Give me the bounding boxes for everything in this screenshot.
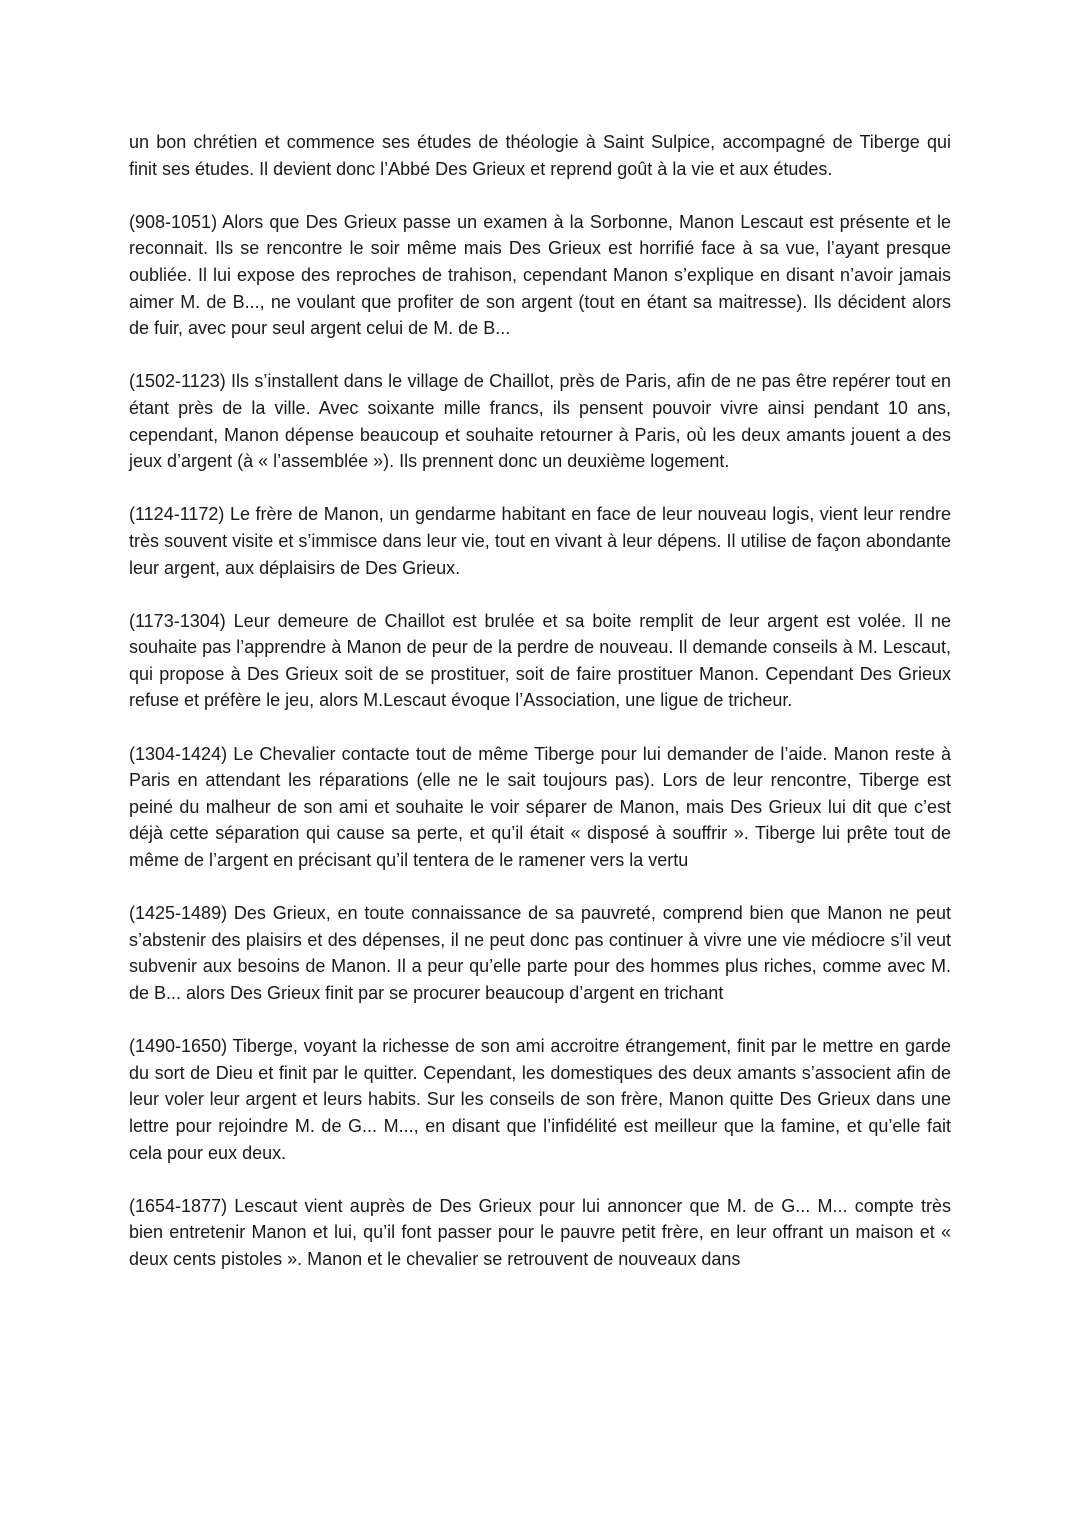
paragraph-6: (1304-1424) Le Chevalier contacte tout de même Tiberge pour lui demander de l’aide. Manon reste à Paris en attendant les réparations (elle ne le sait toujours pas). Lors de leur rencontre, Tiberge est peiné du malheur de son ami et souhaite le voir séparer de Manon, mais Des Grieux lui dit que c’est déjà cette séparation qui cause sa perte, et qu’il était « disposé à souffrir ». Tiberge lui prête tout de même de l’argent en précisant qu’il tentera de le ramener vers la vertu	[129, 743, 951, 871]
paragraph-5: (1173-1304) Leur demeure de Chaillot est brulée et sa boite remplit de leur argent est volée. Il ne souhaite pas l’apprendre à Manon de peur de la perdre de nouveau. Il demande conseils à M. Lescaut, qui propose à Des Grieux soit de se prostituer, soit de faire prostituer Manon. Cependant Des Grieux refuse et préfère le jeu, alors M.Lescaut évoque l’Association, une ligue de tricheur.	[129, 610, 951, 711]
paragraph-3: (1502-1123) Ils s’installent dans le village de Chaillot, près de Paris, afin de ne pas être repérer tout en étant près de la ville. Avec soixante mille francs, ils pensent pouvoir vivre ainsi pendant 10 ans, cependant, Manon dépense beaucoup et souhaite retourner à Paris, où les deux amants jouent a des jeux d’argent (à « l’assemblée »). Ils prennent donc un deuxième logement.	[129, 371, 951, 472]
document-page	[129, 129, 951, 1273]
paragraph-4: (1124-1172) Le frère de Manon, un gendarme habitant en face de leur nouveau logis, vient leur rendre très souvent visite et s’immisce dans leur vie, tout en vivant à leur dépens. Il utilise de façon abondante leur argent, aux déplaisirs de Des Grieux.	[129, 504, 951, 578]
paragraph-7: (1425-1489) Des Grieux, en toute connaissance de sa pauvreté, comprend bien que Manon ne peut s’abstenir des plaisirs et des dépenses, il ne peut donc pas continuer à vivre une vie médiocre s’il veut subvenir aux besoins de Manon. Il a peur qu’elle parte pour des hommes plus riches, comme avec M. de B... alors Des Grieux finit par se procurer beaucoup d’argent en trichant	[129, 903, 951, 1003]
paragraph-9: (1654-1877) Lescaut vient auprès de Des Grieux pour lui annoncer que M. de G... M... compte très bien entretenir Manon et lui, qu’il font passer pour le pauvre petit frère, en leur offrant un maison et « deux cents pistoles ». Manon et le chevalier se retrouvent de nouveaux dans	[129, 1195, 951, 1269]
paragraph-2: (908-1051) Alors que Des Grieux passe un examen à la Sorbonne, Manon Lescaut est présente et le reconnait. Ils se rencontre le soir même mais Des Grieux est horrifié face à sa vue, l’ayant presque oubliée. Il lui expose des reproches de trahison, cependant Manon s’explique en disant n’avoir jamais aimer M. de B..., ne voulant que profiter de son argent (tout en étant sa maitresse). Ils décident alors de fuir, avec pour seul argent celui de M. de B...	[129, 211, 951, 339]
paragraph-8: (1490-1650) Tiberge, voyant la richesse de son ami accroitre étrangement, finit par le mettre en garde du sort de Dieu et finit par le quitter. Cependant, les domestiques des deux amants s’associent afin de leur voler leur argent et leurs habits. Sur les conseils de son frère, Manon quitte Des Grieux dans une lettre pour rejoindre M. de G... M..., en disant que l’infidélité est meilleur que la famine, et qu’elle fait cela pour eux deux.	[129, 1036, 951, 1163]
paragraph-1: un bon chrétien et commence ses études de théologie à Saint Sulpice, accompagné de Tiberge qui finit ses études. Il devient donc l’Abbé Des Grieux et reprend goût à la vie et aux études.	[129, 132, 951, 179]
